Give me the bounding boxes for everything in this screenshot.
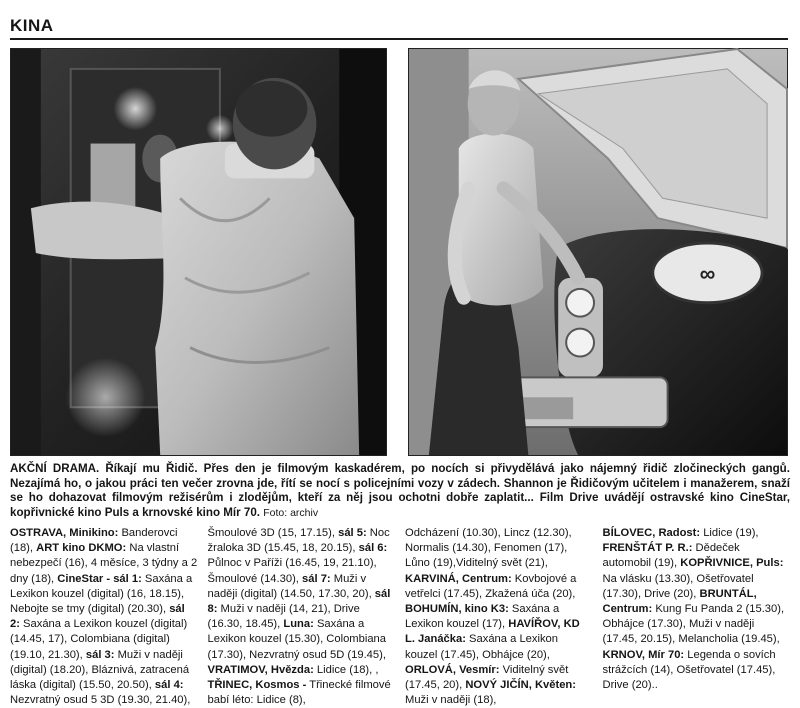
cinema-name: VRATIMOV, Hvězda:	[207, 663, 314, 676]
listings-column-4	[602, 526, 791, 692]
showtimes-text: Dědeček automobil (19),	[602, 542, 740, 570]
showtimes-text: Lidice (19),	[700, 527, 759, 539]
showtimes-text: Kovbojové a vetřelci (17.45), Zkažená úča (20),	[405, 572, 577, 600]
showtimes-text: Třinecké filmové babí léto: Lidice (8),	[207, 679, 391, 707]
showtimes-text: Banderovci (18),	[10, 527, 178, 555]
photo-credit: Foto: archiv	[263, 506, 319, 519]
cinema-name: BOHUMÍN, kino K3:	[405, 603, 509, 616]
cinema-name: sál 6:	[358, 542, 388, 555]
cinema-name: sál 7:	[302, 572, 331, 585]
cinema-name: BRUNTÁL, Centrum:	[602, 587, 757, 616]
showtimes-text: Šmoulové 3D (15, 17.15),	[207, 527, 339, 539]
cinema-name: KARVINÁ, Centrum:	[405, 572, 512, 585]
photo-man-car-hood	[408, 48, 788, 456]
cinema-name: ORLOVÁ, Vesmír:	[405, 663, 500, 676]
section-title: KINA	[10, 16, 54, 35]
showtimes-text: Saxána a Lexikon kouzel (digital) (16, 18.15), Nebojte se tmy (digital) (20.30),	[10, 572, 193, 616]
photo-man-jacket-reflection	[10, 48, 387, 456]
cinema-name: ART kino DKMO:	[36, 542, 127, 555]
cinema-listings	[10, 526, 790, 707]
section-header	[10, 14, 788, 40]
cinema-name: KOPŘIVNICE, Puls:	[680, 557, 784, 570]
listings-column-1	[10, 526, 198, 707]
photo-right-illustration	[409, 49, 787, 455]
cinema-name: OSTRAVA, Minikino:	[10, 527, 119, 539]
showtimes-text: Saxána a Lexikon kouzel (17.45), Obhájce (20),	[405, 633, 559, 661]
cinema-name: Luna:	[283, 618, 314, 631]
showtimes-text: Odcházení (10.30), Lincz (12.30), Normalis (14.30), Fenomen (17), Lůno (19),Viditelný svět (21),	[405, 527, 572, 570]
showtimes-text: Muži v naději (18),	[405, 694, 497, 707]
showtimes-text: Saxána a Lexikon kouzel (17),	[405, 603, 560, 631]
cinema-name: BÍLOVEC, Radost:	[602, 527, 701, 539]
showtimes-text: Nezvratný osud 5 3D (19.30, 21.40),	[10, 694, 191, 707]
cinema-name: NOVÝ JIČÍN, Květen:	[465, 679, 576, 692]
showtimes-text: Kung Fu Panda 2 (15.30), Obhájce (17.30), Muži v naději (17.45, 20.15), Melancholia (19.45),	[602, 603, 785, 646]
showtimes-text: Muži v naději (digital) (14.50, 17.30, 20),	[207, 572, 375, 600]
showtimes-text: Lidice (18), ,	[313, 663, 379, 676]
showtimes-text: Na vlastní nebezpečí (16), 4 měsíce, 3 týdny a 2 dny (18),	[10, 542, 198, 585]
cinema-name: CineStar - sál 1:	[57, 572, 142, 585]
showtimes-text: Muži v naději (14, 21), Drive (16.30, 18.45),	[207, 603, 360, 631]
showtimes-text: Saxána a Lexikon kouzel (15.30), Colombiana (17.30), Nezvratný osud 5D (19.45),	[207, 618, 386, 661]
cinema-name: sál 3:	[85, 648, 115, 661]
cinema-name: HAVÍŘOV, KD L. Janáčka:	[405, 618, 580, 646]
cinema-name: FRENŠTÁT P. R.:	[602, 542, 693, 555]
showtimes-text: Legenda o sovích strážcích (14), Ošetřovatel (17.45), Drive (20)..	[602, 648, 776, 692]
showtimes-text: Viditelný svět (17.45, 20),	[405, 663, 569, 692]
showtimes-text: Na vlásku (13.30), Ošetřovatel (17.30), Drive (20),	[602, 572, 754, 600]
showtimes-text: Půlnoc v Paříži (16.45, 19, 21.10), Šmoulové (14.30),	[207, 557, 377, 585]
cinema-name: TŘINEC, Kosmos -	[207, 679, 307, 692]
caption-lead: AKČNÍ DRAMA.	[10, 462, 100, 475]
showtimes-text: Muži v naději (digital) (18.20), Bláznivá, zatracená láska (digital) (15.50, 20.50),	[10, 648, 190, 692]
svg-text:∞: ∞	[699, 260, 716, 286]
caption-body: Říkají mu Řidič. Přes den je filmovým kaskadérem, po nocích si přivydělává jako nájemný řidič zločineckých gangů. Nezajímá ho, o jakou práci ten večer zrovna jde, řítí se nocí s policejními vozy v zádech. Shannon je Řidičovým učitelem i manažerem, snaží se ho dohazovat filmovým režisérům i zlodějům, kteří za něj jsou ochotni dobře zaplatit... Film Drive uvádějí ostravské kino CineStar, kopřivnické kino Puls a krnovské kino Mír 70.	[10, 462, 790, 519]
cinema-name: KRNOV, Mír 70:	[602, 648, 685, 661]
photo-left-illustration	[11, 49, 386, 455]
photo-caption	[10, 462, 790, 520]
listings-column-3	[405, 526, 593, 707]
listings-column-2	[207, 526, 396, 707]
cinema-name: sál 4:	[154, 679, 184, 692]
cinema-name: sál 2:	[10, 603, 185, 631]
showtimes-text: Saxána a Lexikon kouzel (digital) (14.45, 17), Colombiana (digital) (19.10, 21.30),	[10, 618, 188, 661]
cinema-name: sál 8:	[207, 587, 391, 616]
cinema-name: sál 5:	[338, 527, 367, 539]
showtimes-text: Noc žraloka 3D (15.45, 18, 20.15),	[207, 527, 390, 555]
